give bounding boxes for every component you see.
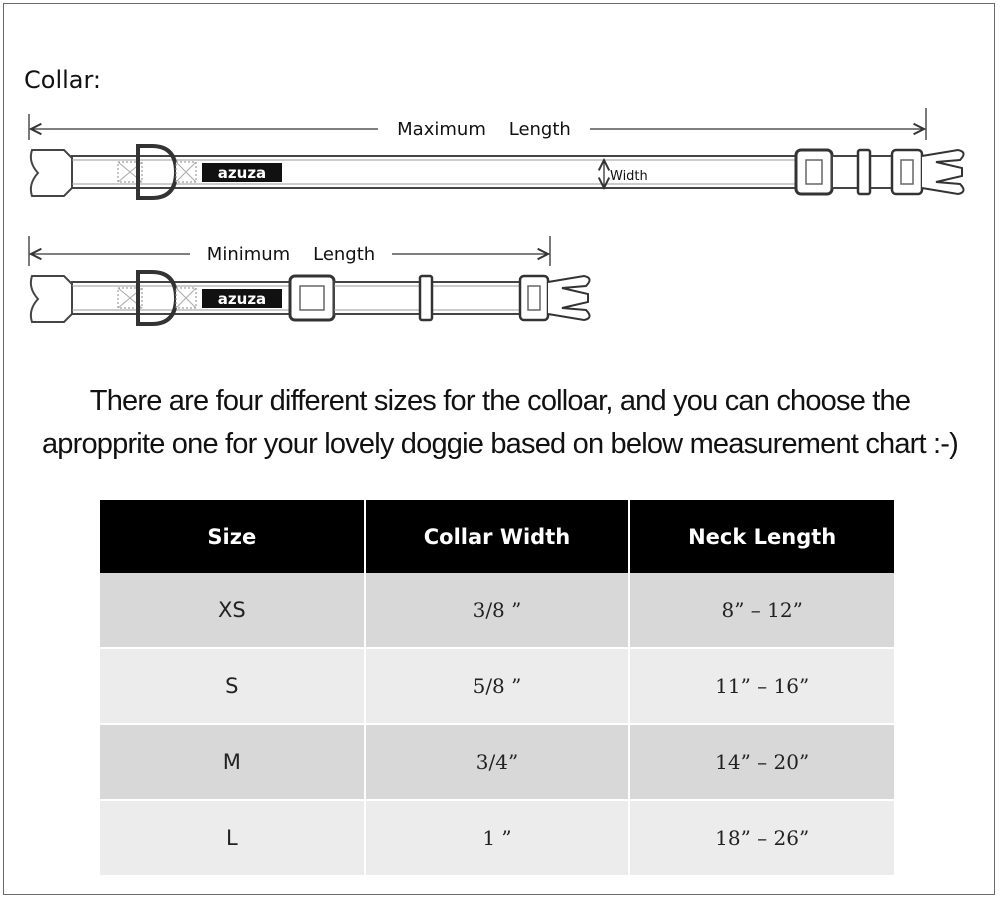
brand-label: azuza [217,164,267,182]
collar-width-cell: 3/8 ” [365,573,630,648]
brand-label-min: azuza [217,290,267,308]
max-length-label: Maximum Length [397,119,571,140]
neck-length-cell: 18” – 26” [629,800,894,875]
size-chart-table [100,500,894,875]
size-cell: M [100,724,365,800]
collar-width-cell: 1 ” [365,800,630,875]
description-line-1: There are four different sizes for the colloar, and you can choose the [89,385,911,417]
header-size: Size [100,500,365,573]
description-line-2: apropprite one for your lovely doggie based on below measurement chart :-) [41,428,959,460]
min-length-dimension [29,236,550,266]
table-row [100,648,894,724]
neck-length-cell: 14” – 20” [629,724,894,800]
size-cell: XS [100,573,365,648]
table-row [100,800,894,875]
min-collar [31,272,590,324]
header-neck-length: Neck Length [629,500,894,573]
neck-length-cell: 8” – 12” [629,573,894,648]
collar-width-cell: 3/4” [365,724,630,800]
max-length-dimension [29,108,926,140]
size-cell: S [100,648,365,724]
max-collar [31,146,964,198]
table-row [100,573,894,648]
collar-width-cell: 5/8 ” [365,648,630,724]
header-collar-width: Collar Width [365,500,630,573]
table-row [100,724,894,800]
table-header-row [100,500,894,573]
collar-diagram [0,0,1000,340]
section-title: Collar: [24,66,102,94]
neck-length-cell: 11” – 16” [629,648,894,724]
min-length-label: Minimum Length [206,244,376,265]
size-cell: L [100,800,365,875]
width-label: Width [610,169,648,184]
